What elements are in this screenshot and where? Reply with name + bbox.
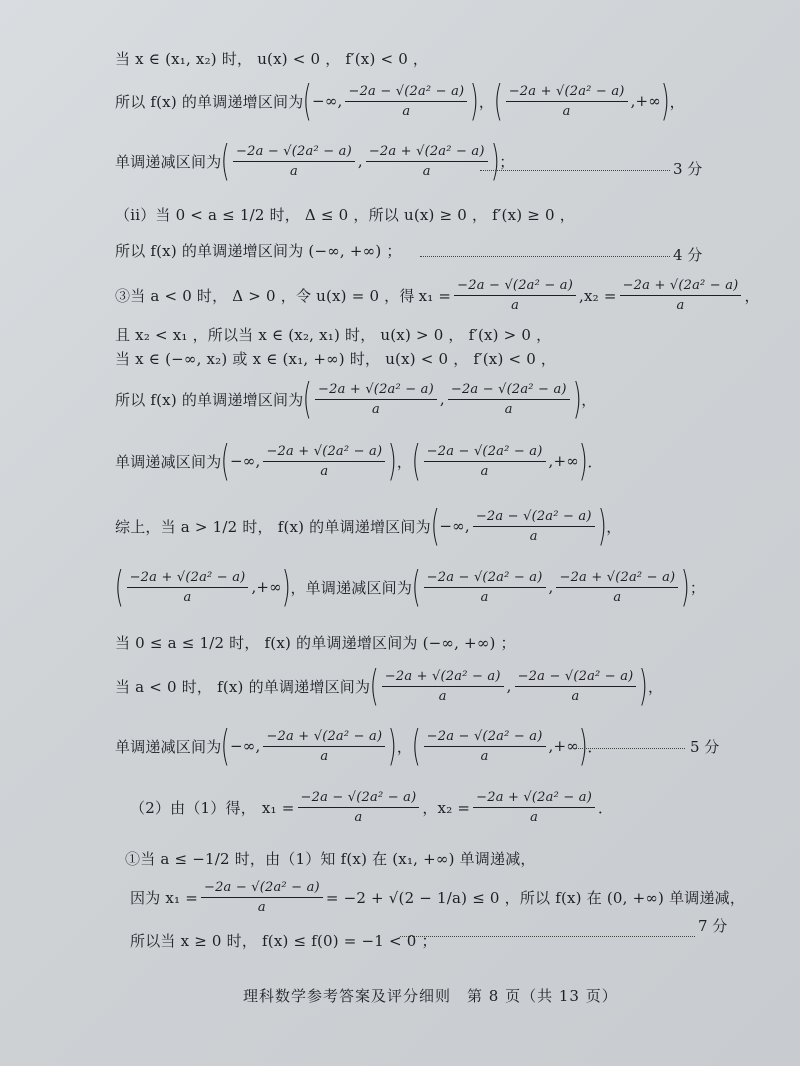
fraction: $\frac{\text{−2a + √(2a² − a)}}{a}$ [556, 570, 678, 605]
line-4: （ii）当 0 < a ≤ 1/2 时， Δ ≤ 0 ，所以 u(x) ≥ 0 ， f′(x) ≥ 0 ， [115, 206, 575, 224]
fraction: $\frac{\text{−2a − √(2a² − a)}}{a}$ [201, 880, 323, 915]
line-11: 综上，当 a > 1/2 时， f(x) 的单调递增区间为 ( −∞, $\frac{\text{−2a − √(2a² − a)}}{a}$ ) ， [115, 501, 622, 550]
line-14: 当 a < 0 时， f(x) 的单调递增区间为 ( $\frac{\text{−2a + √(2a² − a)}}{a}$ , $\frac{\text{−2a − √(2a² − a)}}{a}$ ) ， [115, 661, 664, 710]
line-2-label: 所以 f(x) 的单调递增区间为 [115, 92, 304, 111]
score-leader [480, 170, 670, 171]
line-8: 当 x ∈ (−∞, x₂) 或 x ∈ (x₁, +∞) 时， u(x) < 0 ， f′(x) < 0 ， [115, 350, 557, 368]
score-leader [400, 936, 695, 937]
line-10: 单调递减区间为 ( −∞, $\frac{\text{−2a + √(2a² − a)}}{a}$ ) ， ( $\frac{\text{−2a − √(2a² − a)}}{a}$ ,+∞ ) ． [115, 436, 603, 485]
fraction: $\frac{\text{−2a − √(2a² − a)}}{a}$ [448, 382, 570, 417]
fraction: $\frac{\text{−2a − √(2a² − a)}}{a}$ [473, 509, 595, 544]
fraction: $\frac{\text{−2a − √(2a² − a)}}{a}$ [424, 444, 546, 479]
fraction: $\frac{\text{−2a + √(2a² − a)}}{a}$ [506, 84, 628, 119]
line-5: 所以 f(x) 的单调递增区间为 (−∞, +∞) ； [115, 242, 402, 260]
line-3: 单调递减区间为 ( $\frac{\text{−2a − √(2a² − a)}}{a}$ , $\frac{\text{−2a + √(2a² − a)}}{a}$ ) ； [115, 136, 515, 185]
line-1: 当 x ∈ (x₁, x₂) 时， u(x) < 0 ， f′(x) < 0 ， [115, 50, 429, 68]
line-13: 当 0 ≤ a ≤ 1/2 时， f(x) 的单调递增区间为 (−∞, +∞) ； [115, 634, 516, 652]
fraction: $\frac{\text{−2a − √(2a² − a)}}{a}$ [424, 729, 546, 764]
line-15: 单调递减区间为 ( −∞, $\frac{\text{−2a + √(2a² − a)}}{a}$ ) ， ( $\frac{\text{−2a − √(2a² − a)}}{a}$ ,+∞ ) ． [115, 721, 603, 770]
neg-inf: −∞, [312, 92, 343, 110]
score-4: 4 分 [673, 246, 703, 264]
fraction: $\frac{\text{−2a + √(2a² − a)}}{a}$ [382, 669, 504, 704]
line-18: 因为 x₁ = $\frac{\text{−2a − √(2a² − a)}}{a}$ = −2 + √(2 − 1/a) ≤ 0 ，所以 f(x) 在 (0, +∞) 单调递减， [130, 880, 746, 915]
score-leader [420, 256, 670, 257]
score-5: 5 分 [690, 738, 720, 756]
fraction: $\frac{\text{−2a + √(2a² − a)}}{a}$ [366, 144, 488, 179]
score-7: 7 分 [698, 917, 728, 935]
line-12: ( $\frac{\text{−2a + √(2a² − a)}}{a}$ ,+∞ ) ，单调递减区间为 ( $\frac{\text{−2a − √(2a² − a)}}{a}$ , $\frac{\text{−2a + √(2a² − a)}}{a}$ ) ； [114, 562, 706, 611]
fraction: $\frac{\text{−2a − √(2a² − a)}}{a}$ [424, 570, 546, 605]
fraction: $\frac{\text{−2a − √(2a² − a)}}{a}$ [233, 144, 355, 179]
fraction: $\frac{\text{−2a − √(2a² − a)}}{a}$ [345, 84, 467, 119]
page-footer: 理科数学参考答案及评分细则 第 8 页（共 13 页） [243, 987, 618, 1005]
fraction: $\frac{\text{−2a + √(2a² − a)}}{a}$ [127, 570, 249, 605]
fraction: $\frac{\text{−2a − √(2a² − a)}}{a}$ [515, 669, 637, 704]
fraction: $\frac{\text{−2a + √(2a² − a)}}{a}$ [263, 444, 385, 479]
line-19: 所以当 x ≥ 0 时， f(x) ≤ f(0) = −1 < 0 ； [130, 932, 437, 950]
fraction: $\frac{\text{−2a + √(2a² − a)}}{a}$ [263, 729, 385, 764]
line-17: ①当 a ≤ −1/2 时，由（1）知 f(x) 在 (x₁, +∞) 单调递减， [125, 850, 536, 868]
fraction: $\frac{\text{−2a + √(2a² − a)}}{a}$ [315, 382, 437, 417]
fraction: $\frac{\text{−2a − √(2a² − a)}}{a}$ [298, 790, 420, 825]
line-9: 所以 f(x) 的单调递增区间为 ( $\frac{\text{−2a + √(2a² − a)}}{a}$ , $\frac{\text{−2a − √(2a² − a)}}{a}$ ) ， [115, 374, 597, 423]
line-6: ③当 a < 0 时， Δ > 0 ，令 u(x) = 0 ，得 x₁ = $\frac{\text{−2a − √(2a² − a)}}{a}$ , x₂ = $\frac{\text{−2a + √(2a² − a)}}{a}$ ， [115, 278, 760, 313]
fraction: $\frac{\text{−2a − √(2a² − a)}}{a}$ [454, 278, 576, 313]
line-16: （2）由（1）得， x₁ = $\frac{\text{−2a − √(2a² − a)}}{a}$ ， x₂ = $\frac{\text{−2a + √(2a² − a)}}{a}$ ． [130, 790, 614, 825]
line-7: 且 x₂ < x₁ ，所以当 x ∈ (x₂, x₁) 时， u(x) > 0 ， f′(x) > 0 ， [115, 326, 552, 344]
score-leader [575, 748, 685, 749]
fraction: $\frac{\text{−2a + √(2a² − a)}}{a}$ [620, 278, 742, 313]
fraction: $\frac{\text{−2a + √(2a² − a)}}{a}$ [473, 790, 595, 825]
line-2: 所以 f(x) 的单调递增区间为 ( −∞, $\frac{\text{−2a − √(2a² − a)}}{a}$ ) ， ( $\frac{\text{−2a + √(2a² − a)}}{a}$ ,+∞ ) ， [115, 76, 685, 125]
score-3: 3 分 [673, 160, 703, 178]
